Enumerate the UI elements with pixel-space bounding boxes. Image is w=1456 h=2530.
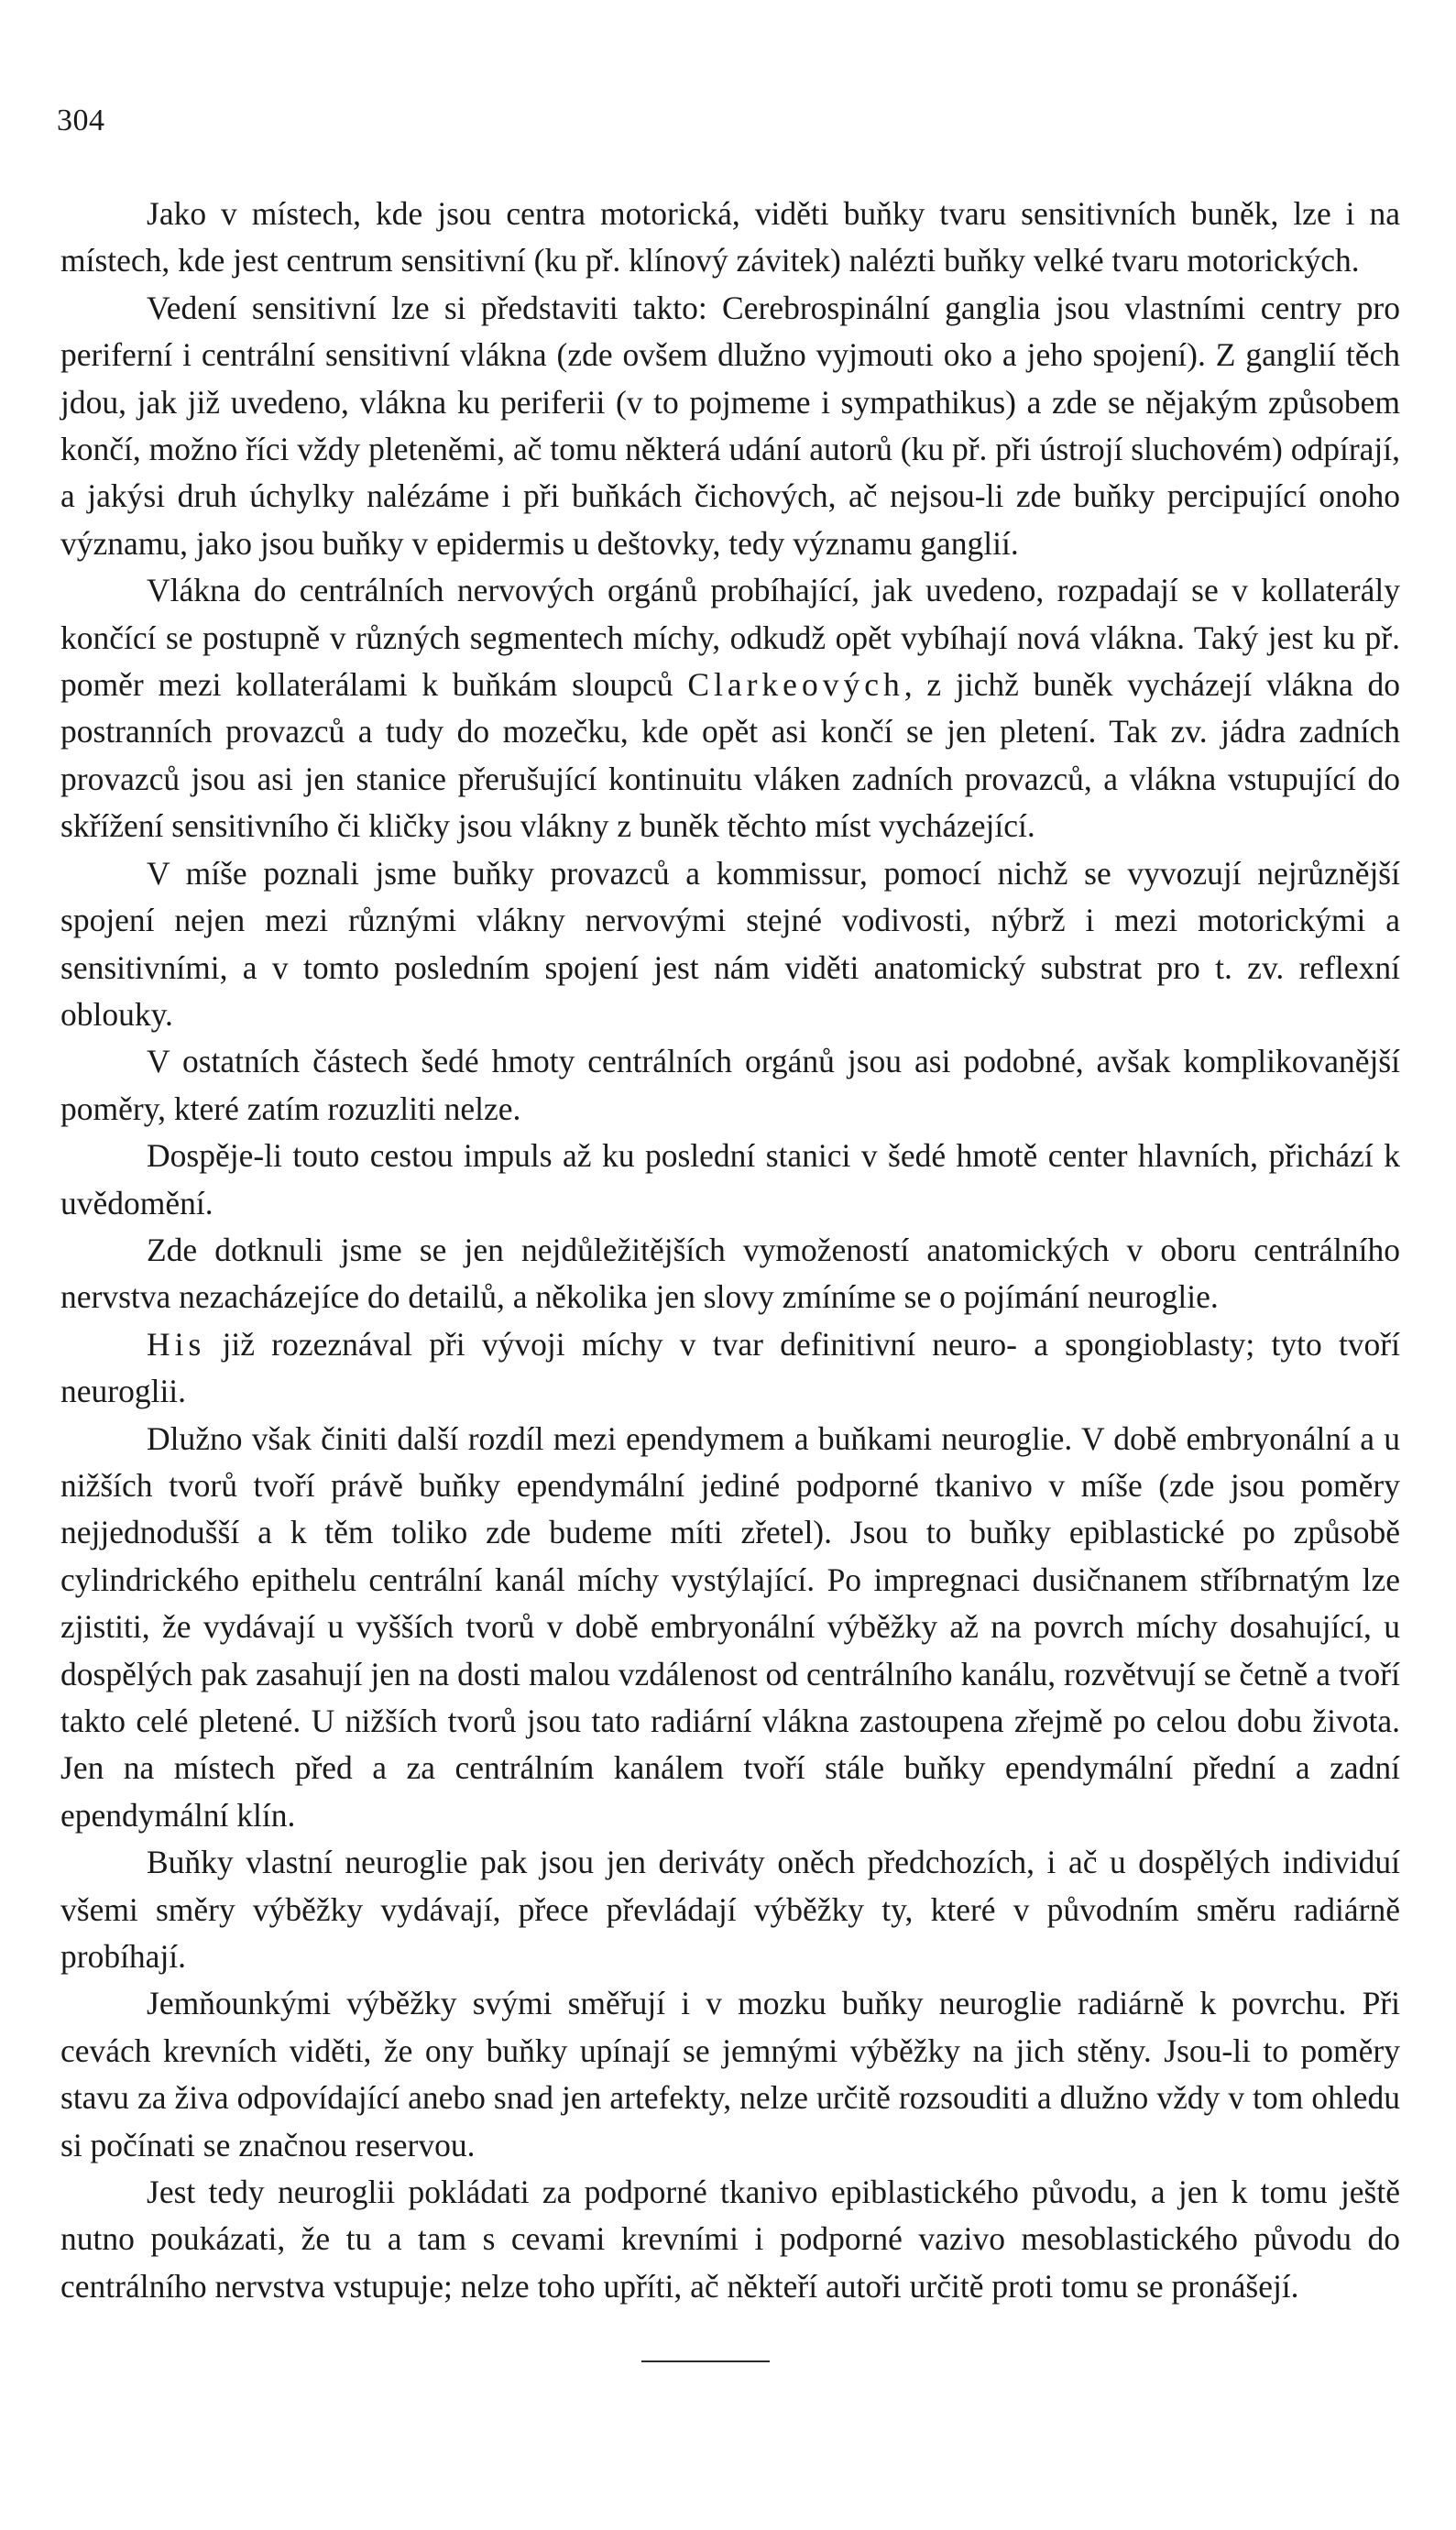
body-text: [60, 191, 1400, 2310]
paragraph-text: , z jichž buněk vycházejí vlákna do postranních provazců a tudy do mozečku, kde opět asi končí se jen pletení. Tak zv. jádra zadních provazců jsou asi jen stanice přerušující kontinuitu vláken zadních provazců, a vlákna vstupující do skřížení sensitivního či kličky jsou vlákny z buněk těchto míst vycházející.: [60, 666, 1400, 845]
paragraph-text: Zde dotknuli jsme se jen nejdůležitějších vymožeností anatomických v oboru centrálního nervstva nezacházejíce do detailů, a několika jen slovy zmíníme se o pojímání neuroglie.: [60, 1231, 1400, 1316]
paragraph-neuroglia-cells: [60, 1839, 1400, 1980]
paragraph-conclusion: [60, 2169, 1400, 2310]
paragraph-text: Vlákna do centrálních nervových orgánů probíhající, jak uvedeno, rozpadají se v kollaterály končící se postupně v různých segmentech míchy, odkudž opět vybíhají nová vlákna. Taký jest ku př. poměr mezi kollaterálami k buňkám sloupců: [60, 572, 1400, 704]
paragraph-spinal-cord: [60, 850, 1400, 1039]
paragraph-text: V ostatních částech šedé hmoty centrálních orgánů jsou asi podobné, avšak komplikovanější poměry, které zatím rozuzliti nelze.: [60, 1043, 1400, 1127]
paragraph-grey-matter: [60, 1038, 1400, 1133]
paragraph-text: Buňky vlastní neuroglie pak jsou jen deriváty oněch předchozích, i ač u dospělých individuí všemi směry výběžky vydávají, přece převládají výběžky ty, které v původním směru radiárně probíhají.: [60, 1844, 1400, 1976]
paragraph-motor-cells: [60, 191, 1400, 285]
paragraph-neuroglia-intro: [60, 1227, 1400, 1321]
section-end-rule: [641, 2360, 770, 2362]
paragraph-text: V míše poznali jsme buňky provazců a kommissur, pomocí nichž se vyvozují nejrůznější spojení nejen mezi různými vlákny nervovými stejné vodivosti, nýbrž i mezi motorickými a sensitivními, a v tomto posledním spojení jest nám viděti anatomický substrat pro t. zv. reflexní oblouky.: [60, 854, 1400, 1033]
paragraph-text: Jest tedy neuroglii pokládati za podporné tkanivo epiblastického původu, a jen k tomu ještě nutno poukázati, že tu a tam s cevami krevními i podporné vazivo mesoblastického původu do centrálního nervstva vstupuje; nelze toho upříti, ač někteří autoři určitě proti tomu se pronášejí.: [60, 2174, 1400, 2305]
page-number: 304: [57, 104, 105, 137]
paragraph-ependyma: [60, 1416, 1400, 1840]
paragraph-text: Vedení sensitivní lze si představiti takto: Cerebrospinální ganglia jsou vlastními centry pro periferní i centrální sensitivní vlákna (zde ovšem dlužno vyjmouti oko a jeho spojení). Z ganglií těch jdou, jak již uvedeno, vlákna ku periferii (v to pojmeme i sympathikus) a zde se nějakým způsobem končí, možno říci vždy pleteněmi, ač tomu některá udání autorů (ku př. při ústrojí sluchovém) odpírají, a jakýsi druh úchylky nalézáme i při buňkách čichových, ač nejsou-li zde buňky percipující onoho významu, jako jsou buňky v epidermis u deštovky, tedy významu ganglií.: [60, 289, 1401, 562]
paragraph-text: Dlužno však činiti další rozdíl mezi ependymem a buňkami neuroglie. V době embryonální a u nižších tvorů tvoří právě buňky ependymální jediné podporné tkanivo v míše (zde jsou poměry nejjednodušší a k těm toliko zde budeme míti zřetel). Jsou to buňky epiblastické po způsobě cylindrického epithelu centrální kanál míchy vystýlající. Po impregnaci dusičnanem stříbrnatým lze zjistiti, že vydávají u vyšších tvorů v době embryonální výběžky až na povrch míchy dosahující, u dospělých pak zasahují jen na dosti malou vzdálenost od centrálního kanálu, rozvětvují se četně a tvoří takto celé pletené. U nižších tvorů jsou tato radiární vlákna zastoupena zřejmě po celou dobu života. Jen na místech před a za centrálním kanálem tvoří stále buňky ependymální přední a zadní ependymální klín.: [60, 1419, 1400, 1834]
paragraph-text: Jemňounkými výběžky svými směřují i v mozku buňky neuroglie radiárně k povrchu. Při cevách krevních viděti, že ony buňky upínají se jemnými výběžky na jich stěny. Jsou-li to poměry stavu za živa odpovídající anebo snad jen artefekty, nelze určitě rozsouditi a dlužno vždy v tom ohledu si počínati se značnou reservou.: [60, 1985, 1400, 2163]
paragraph-text: již rozeznával při vývoji míchy v tvar definitivní neuro- a spongioblasty; tyto tvoří neuroglii.: [60, 1325, 1400, 1410]
paragraph-impulse: [60, 1133, 1400, 1227]
paragraph-brain-processes: [60, 1980, 1400, 2169]
spaced-name-clarke: Clarkeových: [687, 666, 904, 704]
paragraph-text: Jako v místech, kde jsou centra motorická, viděti buňky tvaru sensitivních buněk, lze i na místech, kde jest centrum sensitivní (ku př. klínový závitek) nalézti buňky velké tvaru motorických.: [60, 195, 1400, 279]
paragraph-his: [60, 1321, 1400, 1416]
paragraph-central-fibers: [60, 567, 1400, 849]
paragraph-sensitive-conduction: [60, 285, 1400, 567]
paragraph-text: Dospěje-li touto cestou impuls až ku poslední stanici v šedé hmotě center hlavních, přichází k uvědomění.: [60, 1137, 1400, 1221]
spaced-name-his: His: [147, 1325, 206, 1363]
